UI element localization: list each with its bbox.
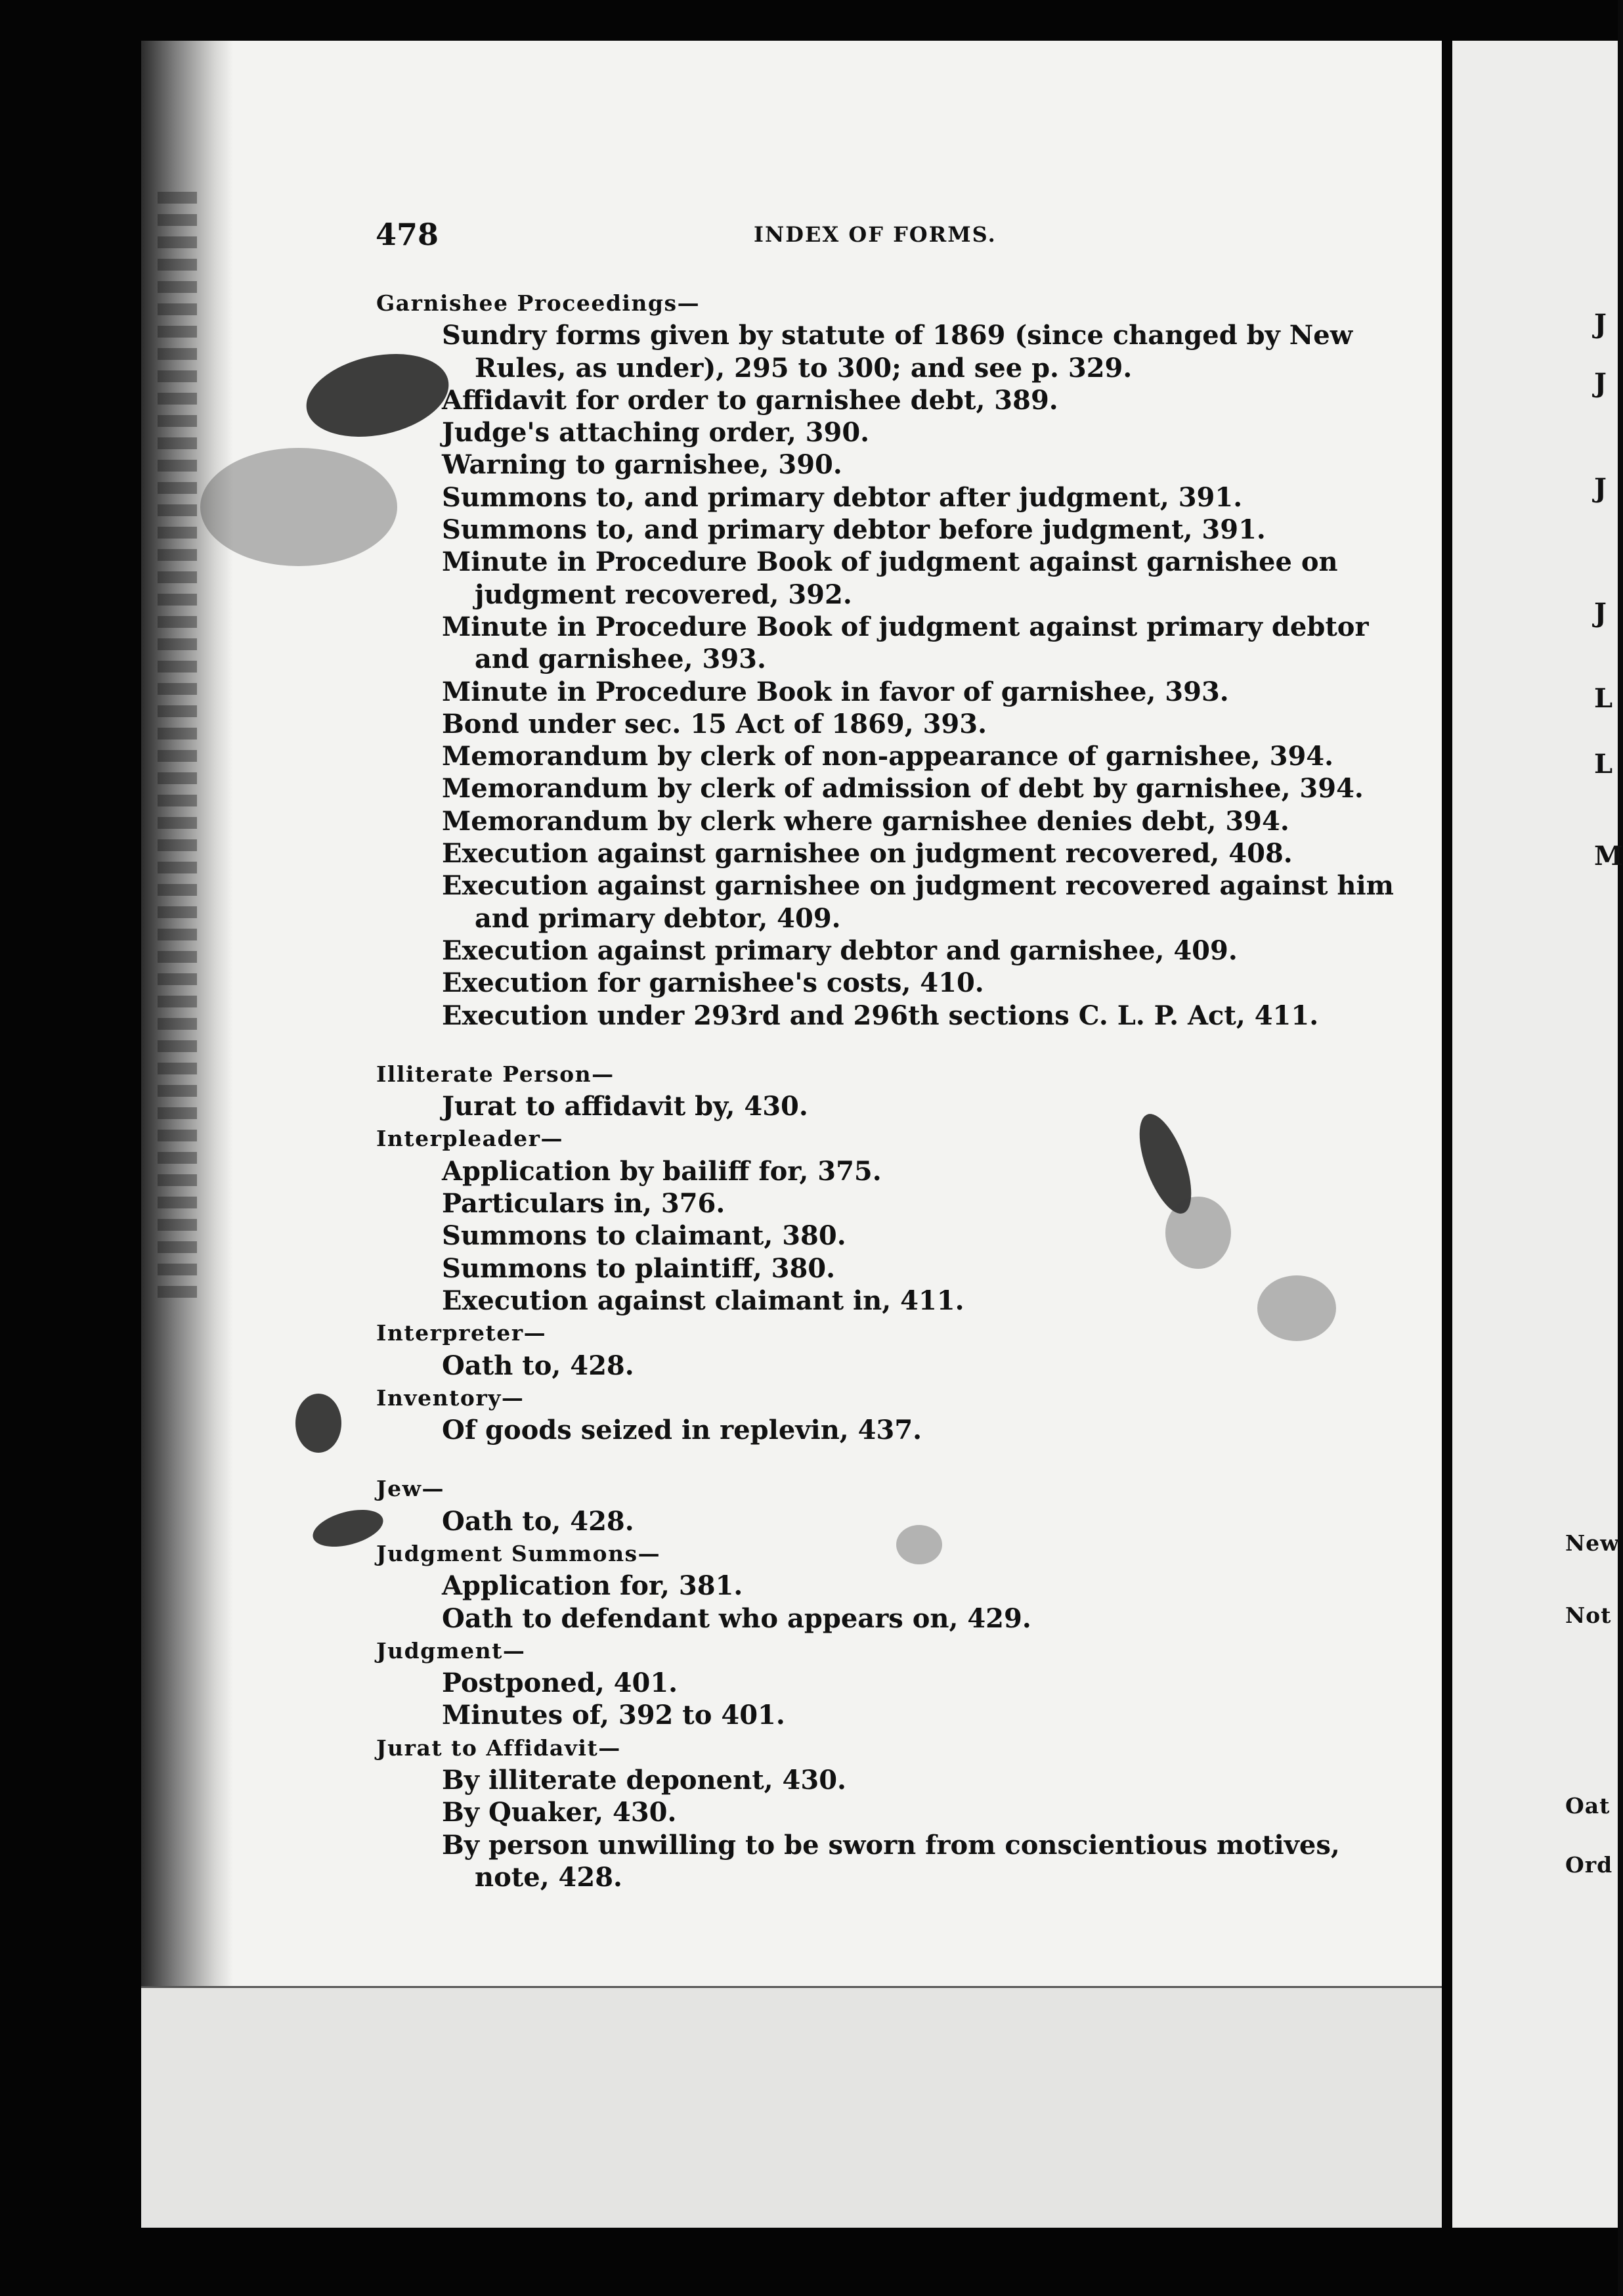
index-subentry (376, 1667, 1361, 1699)
facing-page-fragment: J (1594, 598, 1607, 629)
subentry-line: Application for, 381. (442, 1570, 743, 1602)
index-subentry (376, 708, 1361, 740)
index-subentry (376, 837, 1361, 870)
subentry-line: Execution against primary debtor and garnishee, 409. (442, 935, 1238, 966)
subentry-line: By illiterate deponent, 430. (442, 1765, 846, 1796)
facing-page-fragment: J (1594, 368, 1607, 399)
index-subentry (376, 740, 1361, 772)
index-subentry (376, 967, 1361, 999)
subentry-line: By Quaker, 430. (442, 1797, 677, 1828)
index-heading: Jew— (376, 1476, 445, 1502)
index-subentry (376, 1505, 1361, 1537)
subentry-line: Memorandum by clerk of non-appearance of garnishee, 394. (442, 741, 1334, 772)
subentry-line: Affidavit for order to garnishee debt, 389. (442, 384, 1058, 416)
index-subentry (376, 870, 1394, 935)
subentry-line: Particulars in, 376. (442, 1188, 725, 1220)
subentry-line: Sundry forms given by statute of 1869 (since changed by New (442, 320, 1353, 351)
subentry-line: Execution against garnishee on judgment recovered, 408. (442, 838, 1293, 870)
facing-page-fragment: New (1565, 1530, 1620, 1556)
index-subentry (376, 1252, 1361, 1285)
index-subentry (376, 481, 1361, 514)
facing-page-fragment: Not (1565, 1602, 1612, 1628)
index-subentry (376, 611, 1369, 676)
index-body (376, 287, 1394, 1893)
subentry-line: Summons to, and primary debtor before judgment, 391. (442, 514, 1266, 546)
subentry-continuation: Rules, as under), 295 to 300; and see p. 329. (475, 352, 1133, 384)
index-subentry (376, 546, 1361, 611)
subentry-continuation: judgment recovered, 392. (475, 579, 852, 610)
facing-page (1452, 41, 1618, 2228)
subentry-line: Bond under sec. 15 Act of 1869, 393. (442, 708, 987, 740)
facing-page-fragment: Ord (1565, 1852, 1613, 1878)
subentry-line: Minute in Procedure Book of judgment against garnishee on (442, 546, 1338, 578)
subentry-line: By person unwilling to be sworn from conscientious motives, (442, 1829, 1340, 1861)
index-heading: Illiterate Person— (376, 1061, 615, 1087)
ink-stain (200, 448, 397, 566)
index-subentry (376, 1829, 1361, 1894)
subentry-line: Minute in Procedure Book in favor of garnishee, 393. (442, 676, 1229, 707)
subentry-line: Memorandum by clerk of admission of debt by garnishee, 394. (442, 773, 1364, 805)
facing-page-fragment: J (1594, 309, 1607, 340)
running-head: INDEX OF FORMS. (754, 222, 997, 247)
index-heading: Interpreter— (376, 1320, 547, 1346)
index-subentry (376, 805, 1361, 837)
index-subentry (376, 1764, 1361, 1796)
index-heading: Judgment Summons— (376, 1540, 661, 1566)
subentry-line: Warning to garnishee, 390. (442, 449, 842, 481)
index-subentry (376, 676, 1361, 708)
subentry-continuation: note, 428. (475, 1861, 622, 1893)
subentry-line: Summons to claimant, 380. (442, 1220, 846, 1252)
index-subentry (376, 319, 1361, 384)
ink-stain (295, 1394, 341, 1453)
subentry-line: Execution under 293rd and 296th sections C. L. P. Act, 411. (442, 1000, 1319, 1031)
book-gutter (1442, 41, 1452, 2228)
index-heading: Garnishee Proceedings— (376, 290, 701, 316)
facing-page-fragment: M (1594, 841, 1623, 872)
index-subentry (376, 1796, 1361, 1828)
ink-stain (309, 1503, 387, 1554)
subentry-line: Of goods seized in replevin, 437. (442, 1415, 922, 1446)
index-subentry (376, 1414, 1361, 1446)
index-subentry (376, 1220, 1361, 1252)
index-subentry (376, 1000, 1361, 1032)
subentry-line: Execution for garnishee's costs, 410. (442, 967, 984, 999)
index-heading: Inventory— (376, 1384, 525, 1411)
index-subentry (376, 1285, 1361, 1317)
entry-gap (376, 1032, 1361, 1058)
index-subentry (376, 1155, 1361, 1187)
subentry-line: Minute in Procedure Book of judgment against primary debtor (442, 611, 1369, 642)
index-subentry (376, 1570, 1361, 1602)
subentry-line: Judge's attaching order, 390. (442, 417, 870, 449)
subentry-line: Summons to, and primary debtor after judgment, 391. (442, 481, 1243, 513)
subentry-line: Oath to, 428. (442, 1350, 634, 1381)
subentry-line: Summons to plaintiff, 380. (442, 1252, 836, 1284)
subentry-line: Application by bailiff for, 375. (442, 1155, 882, 1187)
entry-gap (376, 1446, 1361, 1472)
index-subentry (376, 449, 1361, 481)
subentry-line: Jurat to affidavit by, 430. (442, 1091, 808, 1122)
subentry-line: Oath to, 428. (442, 1505, 634, 1537)
index-subentry (376, 1350, 1361, 1382)
page-bottom-margin (141, 1988, 1456, 2228)
index-heading: Judgment— (376, 1637, 526, 1664)
page-number: 478 (376, 217, 439, 252)
index-subentry (376, 1090, 1361, 1122)
index-subentry (376, 1602, 1361, 1635)
facing-page-fragment: Oat (1565, 1793, 1611, 1819)
index-subentry (376, 416, 1361, 449)
index-subentry (376, 1699, 1361, 1731)
subentry-line: Memorandum by clerk where garnishee denies debt, 394. (442, 805, 1289, 837)
facing-page-fragment: L (1594, 683, 1613, 714)
bleed-through-text (158, 192, 197, 1308)
subentry-line: Postponed, 401. (442, 1667, 678, 1699)
facing-page-fragment: J (1594, 473, 1607, 504)
index-subentry (376, 935, 1361, 967)
subentry-line: Execution against claimant in, 411. (442, 1285, 964, 1316)
index-subentry (376, 1187, 1361, 1220)
subentry-line: Execution against garnishee on judgment recovered against him (442, 870, 1394, 902)
index-heading: Jurat to Affidavit— (376, 1734, 621, 1761)
subentry-continuation: and garnishee, 393. (475, 644, 766, 675)
index-subentry (376, 772, 1364, 805)
index-subentry (376, 384, 1361, 416)
subentry-continuation: and primary debtor, 409. (475, 902, 841, 934)
facing-page-fragment: L (1594, 749, 1613, 780)
subentry-line: Minutes of, 392 to 401. (442, 1700, 785, 1731)
subentry-line: Oath to defendant who appears on, 429. (442, 1602, 1031, 1634)
index-heading: Interpleader— (376, 1126, 563, 1152)
index-subentry (376, 514, 1361, 546)
